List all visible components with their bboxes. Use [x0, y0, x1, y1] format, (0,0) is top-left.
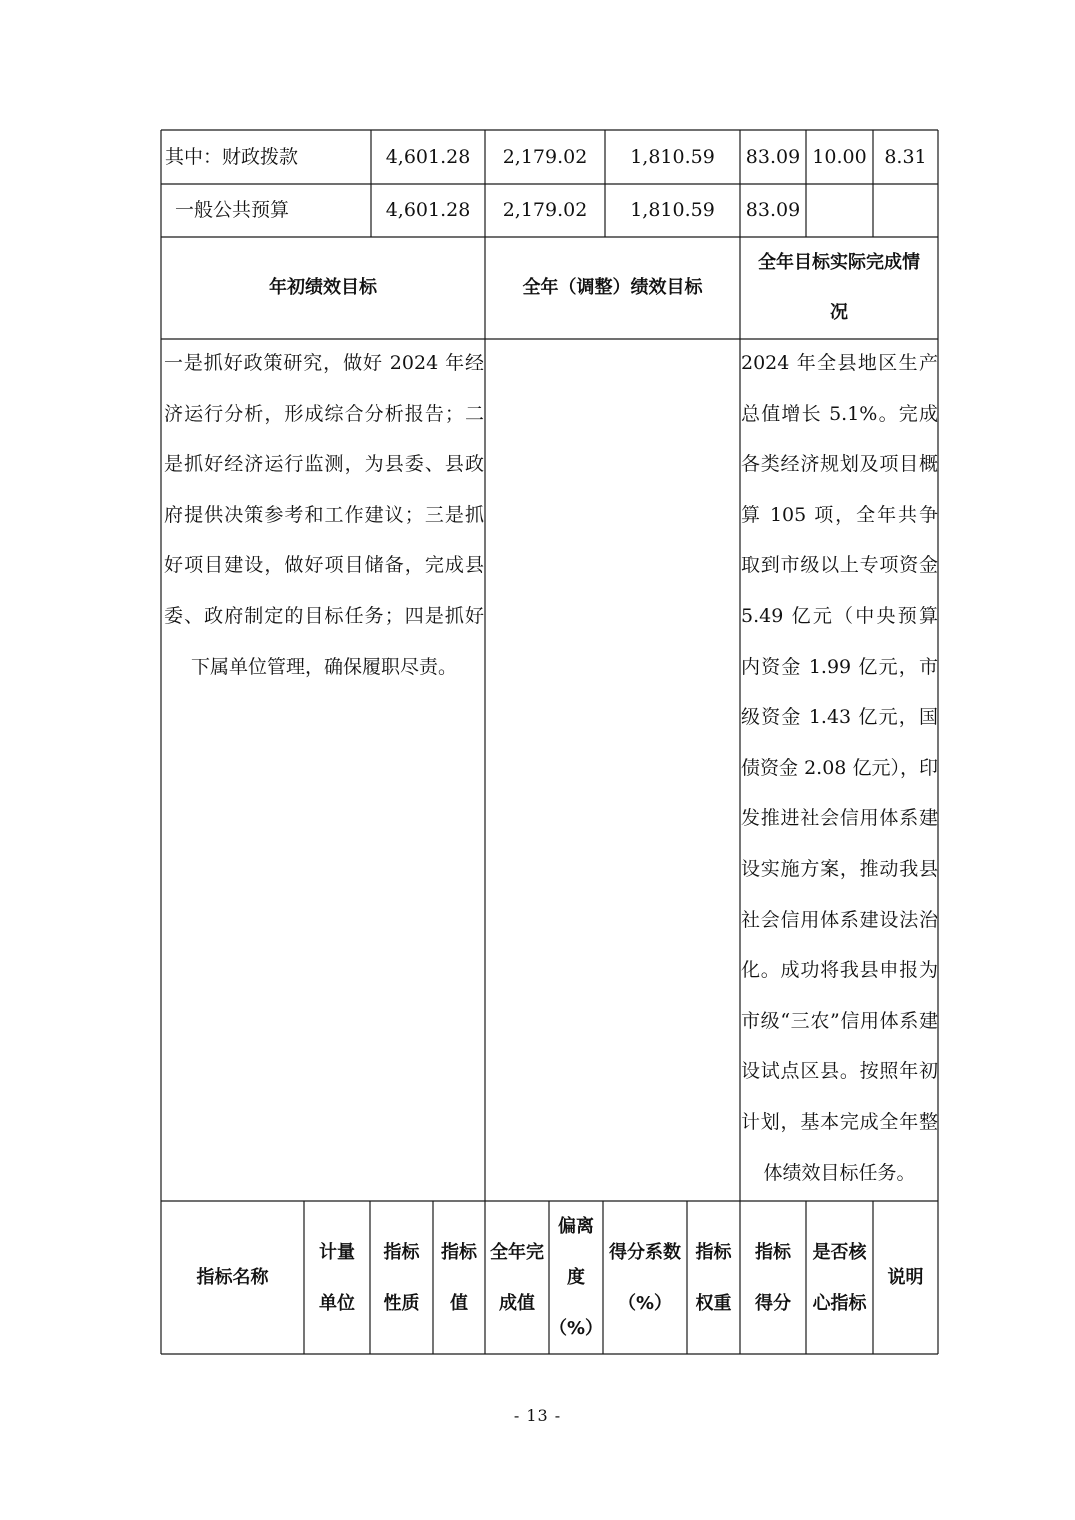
weight-header [687, 1201, 740, 1354]
funding-full-year-budget: 2,179.02 [502, 145, 588, 168]
initial-goal-header: 年初绩效目标 [269, 277, 377, 299]
deviation-header [549, 1201, 603, 1354]
note-header: 说明 [887, 1266, 924, 1288]
header-line: 指标 [383, 1241, 420, 1263]
initial-goal-text: 一是抓好政策研究，做好 2024 年经济运行分析，形成综合分析报告；二是抓好经济运行监测，为县委、县政府提供决策参考和工作建议；三是抓好项目建设，做好项目储备，完成县委、政府制定的目标任务；四是抓好下属单位管理，确保履职尽责。 [164, 352, 484, 678]
actual-completion-text: 2024 年全县地区生产总值增长 5.1%。完成各类经济规划及项目概算 105 项，全年共争取到市级以上专项资金 5.49 亿元（中央预算内资金 1.99 亿元，市级资金 1.43 亿元，国债资金 2.08 亿元），印发推进社会信用体系建设实施方案，推动我县社会信用体系建设法治化。成功将我县申报为市级“三农”信用体系建设试点区县。按照年初计划，基本完成全年整体绩效目标任务。 [741, 352, 938, 1184]
actual-header-line: 全年目标实际完成情 [758, 252, 920, 273]
funding-executed: 1,810.59 [630, 199, 715, 222]
header-line: 指标 [695, 1241, 732, 1263]
score-header [740, 1201, 806, 1354]
actual-header-line: 况 [830, 302, 848, 323]
funding-score [873, 184, 938, 237]
funding-score: 8.31 [884, 145, 927, 168]
header-line: 偏离 [558, 1216, 594, 1237]
header-line: 指标 [441, 1241, 477, 1263]
coefficient-header [603, 1201, 687, 1354]
unit-header [304, 1201, 370, 1354]
header-line: （%） [617, 1292, 673, 1314]
adjusted-goal-header: 全年（调整）绩效目标 [522, 277, 703, 299]
header-line: 得分 [755, 1292, 791, 1314]
header-line: 度 [567, 1267, 585, 1288]
funding-execution-rate: 83.09 [745, 199, 801, 222]
header-line: 计量 [319, 1241, 355, 1263]
funding-weight [806, 184, 873, 237]
header-line: 是否核 [812, 1241, 867, 1263]
header-line: 值 [450, 1292, 468, 1314]
header-line: 指标 [755, 1241, 791, 1263]
funding-execution-rate: 83.09 [745, 145, 801, 168]
completed-header [485, 1201, 549, 1354]
value-header [433, 1201, 485, 1354]
header-line: 性质 [383, 1292, 420, 1314]
header-line: 权重 [695, 1292, 732, 1314]
header-line: 全年完 [490, 1241, 544, 1263]
funding-row-label: 一般公共预算 [175, 199, 290, 222]
funding-executed: 1,810.59 [630, 145, 715, 168]
header-line: （%） [548, 1318, 604, 1339]
actual-completion-header [740, 237, 938, 339]
funding-full-year-budget: 2,179.02 [502, 199, 588, 222]
header-line: 心指标 [812, 1292, 867, 1314]
header-line: 成值 [499, 1292, 535, 1314]
header-line: 得分系数 [609, 1241, 681, 1263]
indicator-name-header: 指标名称 [196, 1266, 269, 1288]
page-number: - 13 - [513, 1406, 562, 1425]
header-line: 单位 [319, 1292, 355, 1314]
funding-initial-budget: 4,601.28 [385, 199, 471, 222]
funding-row-label: 其中：财政拨款 [165, 145, 299, 168]
core-indicator-header [806, 1201, 873, 1354]
funding-weight: 10.00 [812, 145, 867, 168]
funding-initial-budget: 4,601.28 [385, 145, 471, 168]
nature-header [370, 1201, 433, 1354]
